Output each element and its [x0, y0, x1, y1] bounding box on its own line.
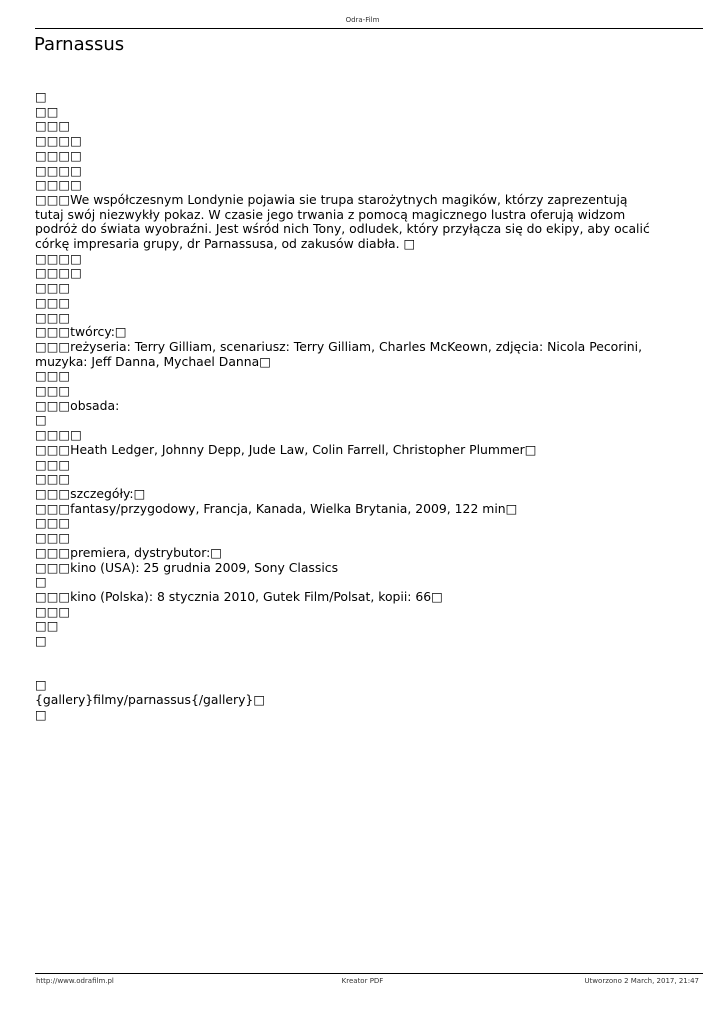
body-line: □ — [35, 412, 47, 428]
page-title: Parnassus — [34, 34, 125, 55]
body-line: □□ — [35, 103, 59, 119]
body-line: □□□□ — [35, 177, 82, 193]
body-line — [35, 663, 660, 678]
body-line: □ — [35, 574, 47, 590]
footer-divider — [35, 973, 703, 974]
body-line: □□□premiera, dystrybutor:□ — [35, 544, 222, 560]
body-line: □□ — [35, 618, 59, 634]
body-line: □□□kino (Polska): 8 stycznia 2010, Gutek Film/Polsat, kopii: 66□ — [35, 588, 443, 604]
footer-generator: Kreator PDF — [341, 977, 384, 985]
body-line: □□□fantasy/przygodowy, Francja, Kanada, Wielka Brytania, 2009, 122 min□ — [35, 500, 518, 516]
body-line: □□□□ — [35, 427, 82, 443]
body-line: □□□szczegóły:□ — [35, 485, 146, 501]
body-line: □□□twórcy:□ — [35, 324, 127, 340]
body-line: □□□Heath Ledger, Johnny Depp, Jude Law, Colin Farrell, Christopher Plummer□ — [35, 441, 537, 457]
body-line — [35, 649, 660, 664]
body-line: □□□ — [35, 456, 71, 472]
body-line: □□□ — [35, 471, 71, 487]
body-line: □□□ — [35, 515, 71, 531]
body-line: □□□ — [35, 530, 71, 546]
body-line: □□□□ — [35, 147, 82, 163]
body-line: □□□ — [35, 294, 71, 310]
body-line: □□□□ — [35, 162, 82, 178]
body-line: □□□□ — [35, 265, 82, 281]
footer-url-link[interactable]: http://www.odrafilm.pl — [36, 977, 114, 985]
body-line: □□□ — [35, 603, 71, 619]
body-line: □ — [35, 677, 47, 693]
header-divider — [35, 28, 703, 29]
article-body — [35, 90, 660, 722]
site-name: Odra-Film — [345, 16, 380, 24]
body-line: □□□□ — [35, 250, 82, 266]
body-line: □ — [35, 633, 47, 649]
body-line: □□□reżyseria: Terry Gilliam, scenariusz: Terry Gilliam, Charles McKeown, zdjęcia: Nicola Pecorini, muzyka: Jeff Danna, Mychael Danna□ — [35, 338, 646, 369]
body-line: □□□□ — [35, 133, 82, 149]
body-line: □□□ — [35, 118, 71, 134]
footer-created-date: Utworzono 2 March, 2017, 21:47 — [584, 977, 699, 985]
body-line: □□□ — [35, 368, 71, 384]
body-line: □ — [35, 89, 47, 104]
body-line: □□□ — [35, 383, 71, 399]
body-line: □ — [35, 706, 47, 722]
body-line: □□□We współczesnym Londynie pojawia sie trupa starożytnych magików, którzy zaprezentują tutaj swój niezwykły pokaz. W czasie jego trwania z pomocą magicznego lustra oferują widzom podróż do świata wyobraźni. Jest wśród nich Tony, odludek, który przyłącza się do ekipy, aby ocalić córkę impresaria grupy, dr Parnassusa, od zakusów diabła. □ — [35, 191, 654, 252]
body-line: □□□ — [35, 280, 71, 296]
body-line: □□□obsada: — [35, 397, 120, 413]
body-line: □□□kino (USA): 25 grudnia 2009, Sony Classics — [35, 559, 339, 575]
body-line: □□□ — [35, 309, 71, 325]
body-line: {gallery}filmy/parnassus{/gallery}□ — [35, 691, 266, 707]
